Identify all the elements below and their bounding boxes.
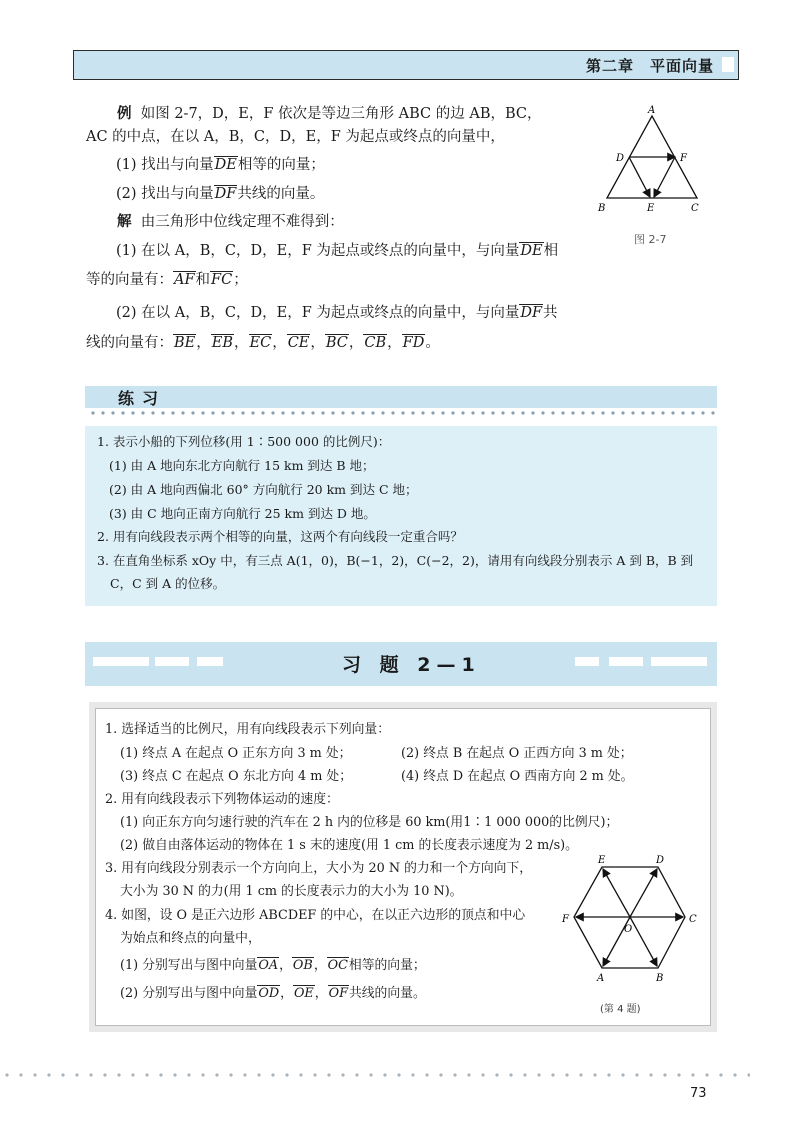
solution-line-3 [86, 270, 248, 290]
vector-EC: EC [249, 335, 272, 351]
exercise-4-2 [120, 983, 426, 1004]
text: 相 [543, 243, 559, 259]
text: 相等的向量； [348, 958, 426, 973]
sep: ， [314, 986, 328, 1001]
sep: ， [234, 335, 249, 351]
band-decoration [155, 657, 189, 666]
vector-AF: AF [174, 272, 195, 288]
exercise-1-1: (1) 终点 A 在起点 O 正东方向 3 m 处； [120, 746, 352, 761]
label-E: E [598, 855, 606, 866]
exercise-1: 1. 选择适当的比例尺，用有向线段表示下列向量： [105, 722, 391, 737]
solution-line-4 [116, 303, 558, 323]
vector-FC: FC [211, 272, 233, 288]
exercise-2-2: (2) 做自由落体运动的物体在 1 s 末的速度(用 1 cm 的长度表示速度为 2 m/s)。 [120, 838, 578, 853]
label-D: D [616, 153, 625, 164]
text: 共线的向量。 [348, 986, 426, 1001]
label-B: B [656, 973, 664, 984]
band-decoration [651, 657, 707, 666]
exercise-2-1: (1) 向正东方向匀速行驶的汽车在 2 h 内的位移是 60 km(用1∶1 000 000的比例尺)； [120, 815, 619, 830]
vector-OF: OF [328, 986, 348, 1001]
practice-item-1-1: (1) 由 A 地向东北方向航行 15 km 到达 B 地； [109, 458, 375, 473]
solution-label: 解 [117, 213, 132, 230]
sep: ， [280, 986, 293, 1001]
practice-title: 练习 [118, 389, 167, 408]
practice-item-1-3: (3) 由 C 地向正南方向航行 25 km 到达 D 地。 [109, 506, 376, 521]
vector-OB: OB [292, 958, 313, 973]
band-decoration [575, 657, 599, 666]
vector-BE: BE [174, 335, 196, 351]
vector-OD: OD [258, 986, 280, 1001]
band-decoration [609, 657, 643, 666]
figure-caption: (第 4 题) [600, 1004, 641, 1015]
practice-title-bar [85, 386, 717, 408]
vector-EB: EB [211, 335, 233, 351]
text: 和 [195, 272, 211, 288]
exercise-4: 4. 如图，设 O 是正六边形 ABCDEF 的中心，在以正六边形的顶点和中心 [105, 908, 526, 923]
example-line-2 [86, 127, 505, 147]
text: 共线的向量。 [237, 186, 325, 202]
practice-item-1-2: (2) 由 A 地向西偏北 60° 方向航行 20 km 到达 C 地； [109, 482, 418, 497]
sep: ， [310, 335, 325, 351]
text: 共 [543, 305, 558, 321]
label-F: F [562, 914, 569, 925]
vector-DE-line [629, 157, 650, 197]
vector-DF: DF [520, 305, 543, 321]
text: 等的向量有： [86, 272, 173, 288]
text: (2) 分别写出与图中向量 [120, 986, 258, 1001]
vector-DF: DF [214, 186, 237, 202]
vector-FD: FD [402, 335, 425, 351]
chapter-header [73, 50, 739, 80]
practice-item-3-cont: C，C 到 A 的位移。 [110, 576, 226, 591]
solution-line-2 [116, 241, 558, 261]
text: (2) 找出与向量 [116, 186, 214, 202]
sep: ， [272, 335, 287, 351]
text: (1) 在以 A，B，C，D，E，F 为起点或终点的向量中，与向量 [116, 243, 520, 259]
example-text: 如图 2-7，D，E，F 依次是等边三角形 ABC 的边 AB，BC， [140, 106, 542, 122]
vector-DE: DE [214, 157, 237, 173]
label-O: O [624, 924, 633, 935]
sep: ， [279, 958, 292, 973]
label-F: F [680, 153, 687, 164]
text: 线的向量有： [86, 335, 173, 351]
practice-dotted-divider [88, 410, 716, 416]
header-decoration [722, 57, 734, 72]
text: 相等的向量； [237, 157, 325, 173]
label-D: D [656, 855, 665, 866]
example-line-4 [116, 184, 324, 204]
vector-OE-line [603, 869, 630, 917]
exercise-3-cont: 大小为 30 N 的力(用 1 cm 的长度表示力的大小为 10 N)。 [120, 884, 463, 899]
figure-2-7-triangle [590, 100, 720, 250]
exercise-4-cont: 为始点和终点的向量中， [120, 931, 261, 946]
practice-item-3: 3. 在直角坐标系 xOy 中，有三点 A(1，0)，B(−1，2)，C(−2，2)，请用有向线段分别表示 A 到 B，B 到 [97, 553, 694, 568]
exercise-2: 2. 用有向线段表示下列物体运动的速度： [105, 792, 339, 807]
solution-text: 由三角形中位线定理不难得到： [140, 214, 344, 230]
exercise-4-1 [120, 955, 426, 976]
label-C: C [689, 914, 697, 925]
sep: ， [196, 335, 211, 351]
example-line-3 [116, 155, 325, 175]
footer-dotted-divider [0, 1072, 750, 1078]
exercise-1-2: (2) 终点 B 在起点 O 正西方向 3 m 处； [401, 746, 633, 761]
exercise-1-4: (4) 终点 D 在起点 O 西南方向 2 m 处。 [401, 769, 634, 784]
label-E: E [647, 203, 655, 214]
text: (1) 分别写出与图中向量 [120, 958, 258, 973]
page-number: 73 [690, 1086, 707, 1101]
example-label: 例 [117, 105, 132, 122]
vector-OA: OA [258, 958, 279, 973]
sep: ， [348, 335, 364, 351]
vector-DE: DE [520, 243, 543, 259]
chapter-title: 第二章 平面向量 [585, 57, 714, 75]
exercises-title: 习 题 2—1 [342, 654, 481, 676]
band-decoration [93, 657, 149, 666]
vector-OB-line [630, 917, 657, 966]
band-decoration [197, 657, 223, 666]
text: ； [233, 272, 248, 288]
figure-hexagon [560, 852, 700, 1024]
vector-CE: CE [287, 335, 310, 351]
end: 。 [425, 335, 440, 351]
vector-OE: OE [293, 986, 314, 1001]
vector-OD-line [630, 869, 657, 917]
exercise-1-3: (3) 终点 C 在起点 O 东北方向 4 m 处； [120, 769, 352, 784]
example-text: AC 的中点，在以 A，B，C，D，E，F 为起点或终点的向量中， [86, 129, 505, 145]
figure-caption: 图 2-7 [634, 233, 667, 246]
practice-item-2: 2. 用有向线段表示两个相等的向量，这两个有向线段一定重合吗？ [97, 529, 463, 544]
text: (2) 在以 A，B，C，D，E，F 为起点或终点的向量中，与向量 [116, 305, 520, 321]
label-B: B [598, 203, 606, 214]
example-line-1 [117, 104, 542, 124]
vector-OC: OC [327, 958, 348, 973]
solution-line-1 [117, 212, 344, 232]
label-A: A [597, 973, 605, 984]
text: (1) 找出与向量 [116, 157, 214, 173]
vector-FE-line [654, 157, 675, 197]
solution-line-5 [86, 333, 440, 353]
label-A: A [648, 105, 656, 116]
exercise-3: 3. 用有向线段分别表示一个方向向上，大小为 20 N 的力和一个方向向下， [105, 861, 533, 876]
label-C: C [691, 203, 699, 214]
practice-item-1: 1. 表示小船的下列位移(用 1∶500 000 的比例尺)： [97, 434, 391, 449]
sep: ， [387, 335, 402, 351]
vector-CB: CB [364, 335, 387, 351]
sep: ， [313, 958, 327, 973]
vector-BC: BC [325, 335, 348, 351]
